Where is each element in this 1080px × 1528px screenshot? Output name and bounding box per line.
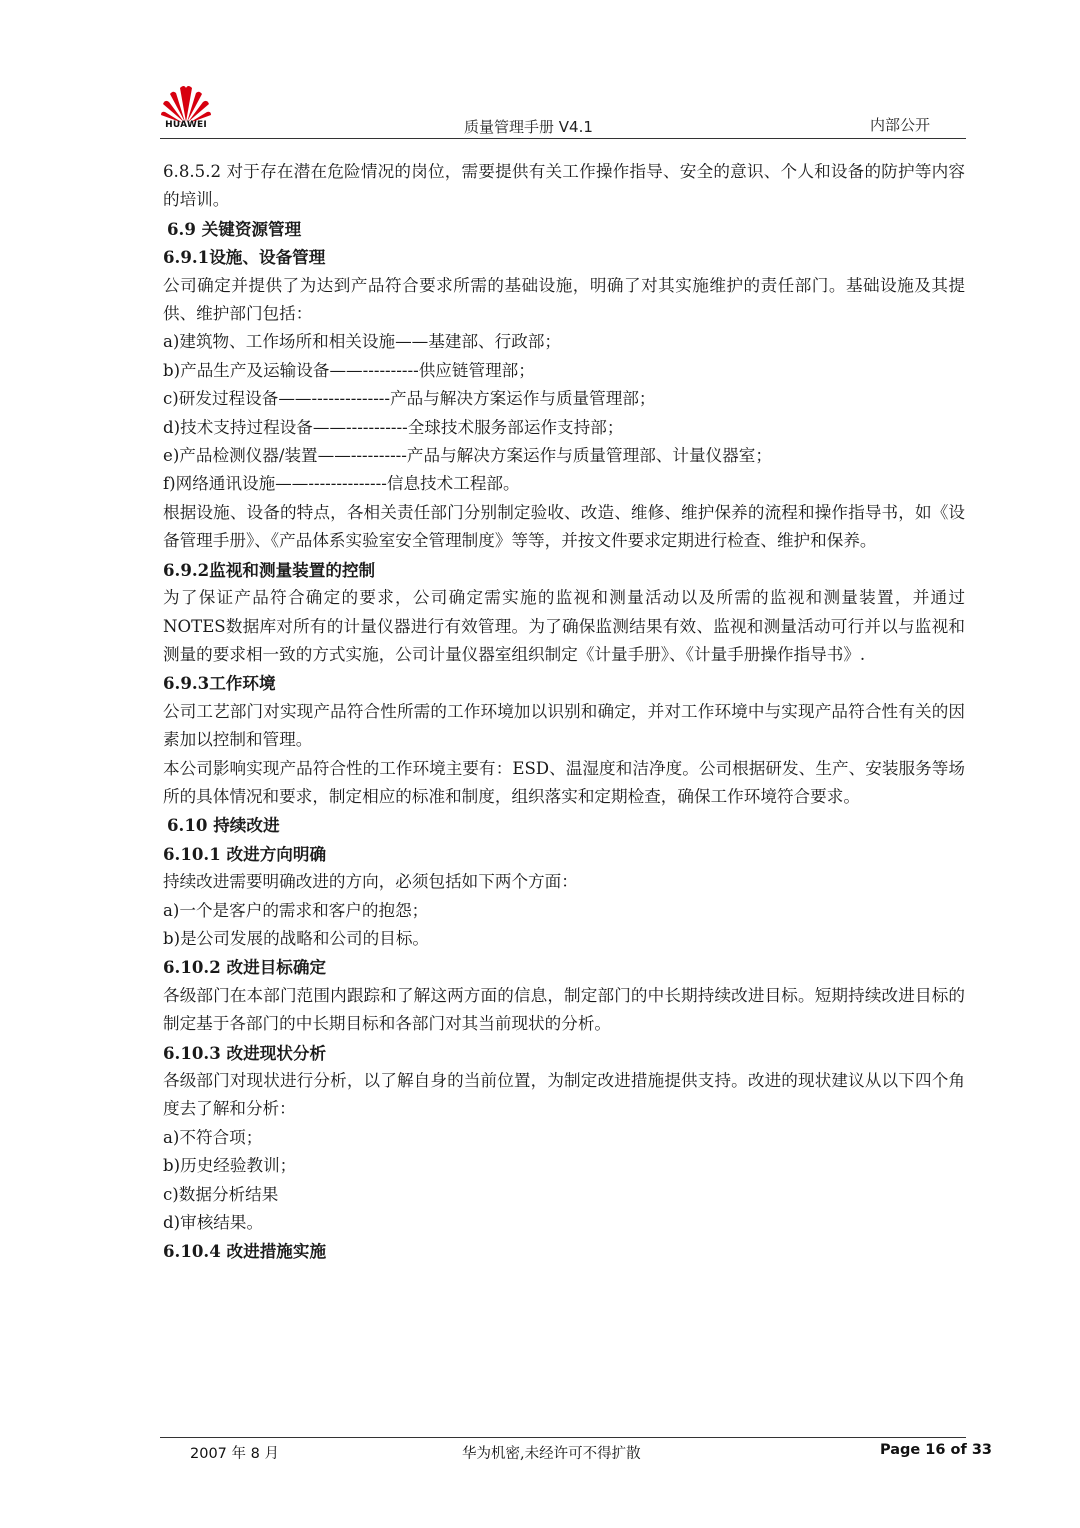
paragraph: 本公司影响实现产品符合性的工作环境主要有：ESD、温湿度和洁净度。公司根据研发、生产、安装服务等场所的具体情况和要求，制定相应的标准和制度，组织落实和定期检查，确保工作环境符合要求。 [163, 758, 965, 806]
paragraph: a)建筑物、工作场所和相关设施——基建部、行政部； [163, 332, 562, 352]
paragraph: 根据设施、设备的特点，各相关责任部门分别制定验收、改造、维修、维护保养的流程和操作指导书，如《设备管理手册》、《产品体系实验室安全管理制度》等等，并按文件要求定期进行检查、维护和保养。 [163, 502, 965, 551]
footer-date: 2007 年 8 月 [190, 1446, 279, 1462]
page-footer [160, 1437, 993, 1468]
paragraph: 为了保证产品符合确定的要求，公司确定需实施的监视和测量活动以及所需的监视和测量装置，并通过NOTES数据库对所有的计量仪器进行有效管理。为了确保监测结果有效、监视和测量活动可行并以与监视和测量的要求相一致的方式实施，公司计量仪器室组织制定《计量手册》、《计量手册操作指导书》. [163, 588, 965, 664]
paragraph: d)审核结果。 [163, 1213, 264, 1233]
paragraph: 公司工艺部门对实现产品符合性所需的工作环境加以识别和确定，并对工作环境中与实现产品符合性有关的因素加以控制和管理。 [163, 701, 965, 750]
section-heading: 6.10.1 改进方向明确 [163, 843, 327, 864]
paragraph: b)历史经验教训； [163, 1156, 297, 1176]
paragraph: f)网络通讯设施——--------------信息技术工程部。 [163, 474, 520, 494]
section-heading: 6.9 关键资源管理 [167, 218, 302, 239]
paragraph: 各级部门对现状进行分析，以了解自身的当前位置，为制定改进措施提供支持。改进的现状建议从以下四个角度去了解和分析： [163, 1071, 965, 1119]
paragraph: 各级部门在本部门范围内跟踪和了解这两方面的信息，制定部门的中长期持续改进目标。短期持续改进目标的制定基于各部门的中长期目标和各部门对其当前现状的分析。 [163, 985, 965, 1034]
section-heading: 6.9.1设施、设备管理 [163, 247, 326, 268]
paragraph: 持续改进需要明确改进的方向，必须包括如下两个方面： [163, 872, 578, 892]
section-heading: 6.10.4 改进措施实施 [163, 1241, 327, 1262]
paragraph: d)技术支持过程设备——-----------全球技术服务部运作支持部； [163, 417, 624, 437]
paragraph: a)一个是客户的需求和客户的抱怨； [163, 900, 429, 920]
paragraph: e)产品检测仪器/装置——----------产品与解决方案运作与质量管理部、计量仪器室； [163, 446, 772, 466]
paragraph: c)研发过程设备——--------------产品与解决方案运作与质量管理部； [163, 389, 656, 409]
section-heading: 6.10.2 改进目标确定 [163, 957, 327, 978]
document-title: 质量管理手册 V4.1 [464, 118, 593, 136]
paragraph: b)是公司发展的战略和公司的目标。 [163, 928, 430, 948]
section-heading: 6.9.3工作环境 [163, 673, 276, 694]
page-header [160, 80, 966, 139]
section-heading: 6.9.2监视和测量装置的控制 [163, 559, 376, 580]
page-number: Page 16 of 33 [880, 1442, 993, 1458]
section-heading: 6.10.3 改进现状分析 [163, 1042, 327, 1063]
paragraph: 6.8.5.2 对于存在潜在危险情况的岗位，需要提供有关工作操作指导、安全的意识、个人和设备的防护等内容的培训。 [163, 162, 965, 210]
logo-text: HUAWEI [165, 120, 207, 130]
paragraph: c)数据分析结果 [163, 1184, 279, 1204]
document-body [163, 158, 965, 1266]
classification-label: 内部公开 [870, 116, 931, 134]
paragraph: b)产品生产及运输设备——----------供应链管理部； [163, 360, 535, 380]
section-heading: 6.10 持续改进 [167, 815, 280, 836]
paragraph: 公司确定并提供了为达到产品符合要求所需的基础设施，明确了对其实施维护的责任部门。基础设施及其提供、维护部门包括： [163, 275, 965, 324]
footer-confidential: 华为机密,未经许可不得扩散 [462, 1446, 641, 1462]
paragraph: a)不符合项； [163, 1127, 263, 1147]
